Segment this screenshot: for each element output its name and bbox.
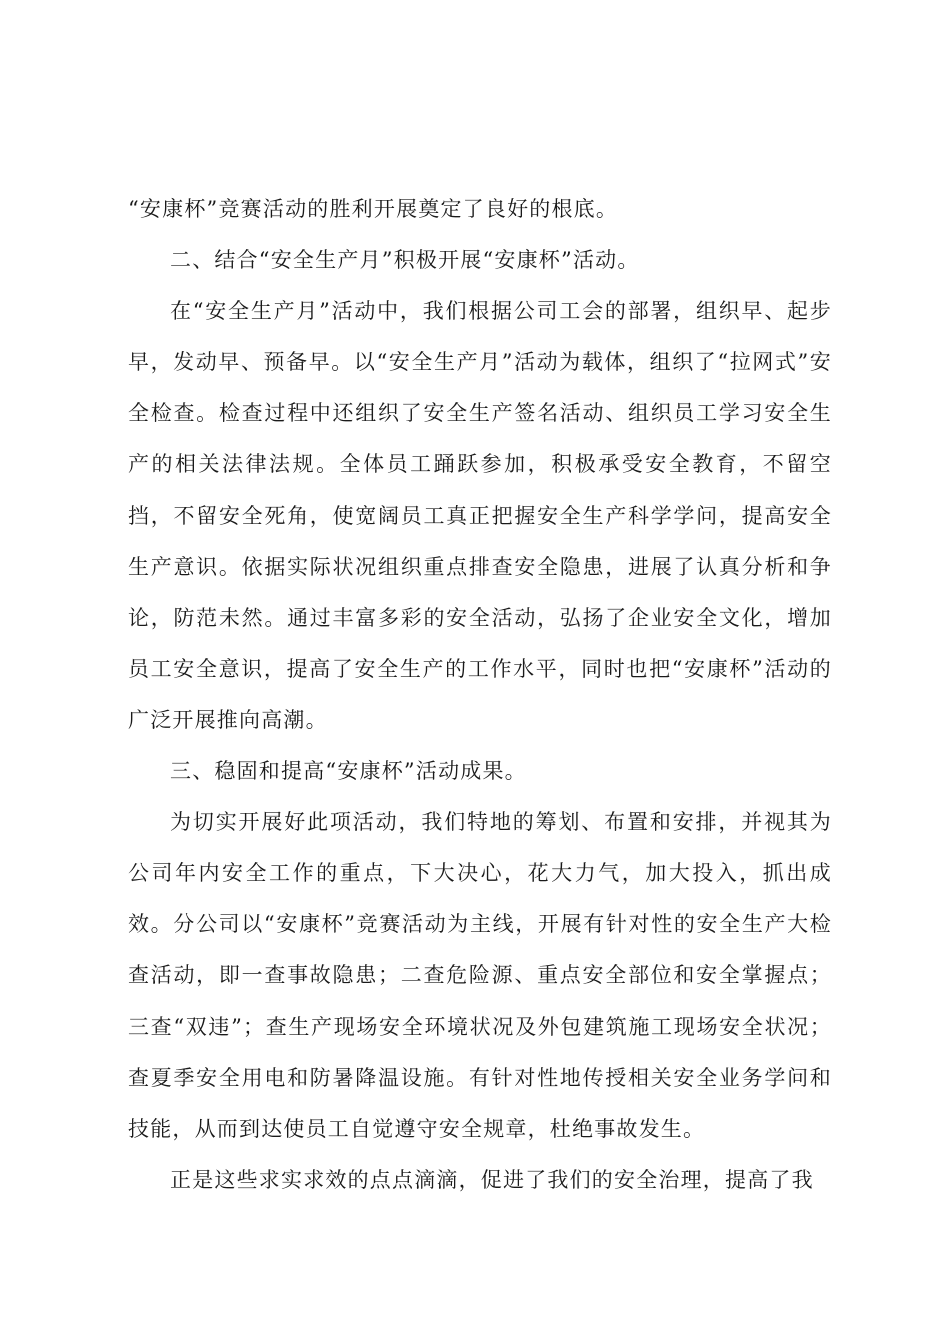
document-body — [128, 184, 832, 1206]
paragraph-5: 为切实开展好此项活动，我们特地的筹划、布置和安排，并视其为公司年内安全工作的重点，下大决心，花大力气，加大投入，抓出成效。分公司以“安康杯”竞赛活动为主线，开展有针对性的安全生产大检查活动，即一查事故隐患；二查危险源、重点安全部位和安全掌握点；三查“双违”；查生产现场安全环境状况及外包建筑施工现场安全状况；查夏季安全用电和防暑降温设施。有针对性地传授相关安全业务学问和技能，从而到达使员工自觉遵守安全规章，杜绝事故发生。 — [128, 810, 832, 1141]
paragraph-3: 在“安全生产月”活动中，我们根据公司工会的部署，组织早、起步早，发动早、预备早。以“安全生产月”活动为载体，组织了“拉网式”安全检查。检查过程中还组织了安全生产签名活动、组织员工学习安全生产的相关法律法规。全体员工踊跃参加，积极承受安全教育，不留空挡，不留安全死角，使宽阔员工真正把握安全生产科学学问，提高安全生产意识。依据实际状况组织重点排查安全隐患，进展了认真分析和争论，防范未然。通过丰富多彩的安全活动，弘扬了企业安全文化，增加员工安全意识，提高了安全生产的工作水平，同时也把“安康杯”活动的广泛开展推向高潮。 — [128, 299, 832, 732]
paragraph-4-heading: 三、稳固和提高“安康杯”活动成果。 — [170, 759, 527, 784]
paragraph-6: 正是这些求实求效的点点滴滴，促进了我们的安全治理，提高了我 — [170, 1167, 814, 1192]
paragraph-1: “安康杯”竞赛活动的胜利开展奠定了良好的根底。 — [128, 197, 619, 221]
paragraph-2-heading: 二、结合“安全生产月”积极开展“安康杯”活动。 — [170, 248, 640, 273]
